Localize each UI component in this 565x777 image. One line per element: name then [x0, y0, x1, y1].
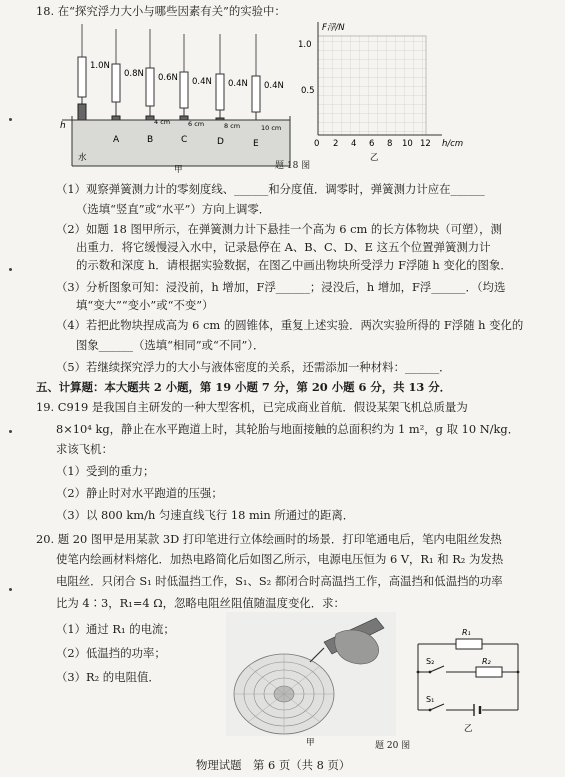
position-label: B	[147, 135, 154, 145]
q19-line1: 19. C919 是我国自主研发的一种大型客机，已完成商业首航．假设某架飞机总质量为	[36, 400, 468, 414]
section-5-heading: 五、计算题：本大题共 2 小题，第 19 小题 7 分，第 20 小题 6 分，共 13 分．	[36, 380, 452, 394]
reading-label: 0.4N	[264, 81, 284, 91]
binding-hole	[9, 118, 12, 121]
q18-part3-line2: 填“变大”“变小”或“不变”）	[76, 298, 214, 312]
q20-photo-3d-pen	[226, 612, 396, 746]
binding-hole	[9, 588, 12, 591]
q20-circuit-diagram	[402, 624, 526, 734]
reading-label: 1.0N	[90, 61, 110, 71]
q19-sub2: （2）静止时对水平跑道的压强；	[56, 486, 223, 500]
q18-title: 18. 在“探究浮力大小与哪些因素有关”的实验中：	[36, 4, 286, 18]
y-tick: 1.0	[298, 40, 312, 50]
q18-apparatus-figure	[54, 24, 292, 174]
q20-line2: 使笔内绘画材料熔化．加热电路简化后如图乙所示，电源电压恒为 6 V，R₁ 和 R₂ 为发热	[56, 552, 504, 566]
q18-part5: （5）若继续探究浮力的大小与液体密度的关系，还需添加一种材料：______．	[56, 360, 451, 374]
label-r2: R₂	[482, 657, 491, 666]
x-tick: 0	[314, 139, 320, 149]
position-label: E	[253, 139, 259, 149]
q20-sub1: （1）通过 R₁ 的电流；	[56, 622, 175, 636]
x-tick: 4	[351, 139, 357, 149]
q19-sub1: （1）受到的重力；	[56, 464, 155, 478]
reading-label: 0.4N	[192, 77, 212, 87]
q18-part2-line3: 的示数和深度 h．请根据实验数据，在图乙中画出物块所受浮力 F浮随 h 变化的图象．	[76, 258, 512, 272]
depth-label: 4 cm	[154, 118, 171, 126]
figure-label-jia: 甲	[306, 738, 315, 746]
resistor-r1	[456, 639, 482, 649]
spring-scale	[78, 57, 86, 120]
depth-label: 6 cm	[188, 120, 205, 128]
x-axis-label: h/cm	[442, 139, 464, 149]
label-s2: S₂	[426, 657, 435, 666]
q20-line4: 比为 4∶3，R₁=4 Ω，忽略电阻丝阻值随温度变化．求：	[56, 596, 345, 610]
position-label: C	[181, 135, 188, 145]
position-label: D	[217, 137, 224, 147]
y-axis-label: F浮/N	[322, 23, 345, 33]
q18-part2-line2: 出重力．将它缓慢浸入水中，记录悬停在 A、B、C、D、E 这五个位置弹簧测力计	[76, 240, 491, 254]
q19-sub3: （3）以 800 km/h 匀速直线飞行 18 min 所通过的距离．	[56, 508, 355, 522]
q20-line3: 电阻丝．只闭合 S₁ 时低温挡工作，S₁、S₂ 都闭合时高温挡工作，高温挡和低温挡的功率	[56, 574, 503, 588]
plot-grid	[318, 36, 426, 135]
label-s1: S₁	[426, 695, 435, 704]
q18-part4-line1: （4）若把此物块捏成高为 6 cm 的圆锥体，重复上述实验．两次实验所得的 F浮随 h 变化的	[56, 318, 524, 332]
figure-label-yi: 乙	[464, 724, 473, 734]
water-label: 水	[78, 153, 87, 163]
q18-part3-line1: （3）分析图象可知：浸没前，h 增加，F浮______；浸没后，h 增加，F浮______．（均选	[56, 280, 506, 294]
q20-sub3: （3）R₂ 的电阻值．	[56, 670, 160, 684]
figure-label-yi: 乙	[370, 153, 379, 163]
q20-figure-caption: 题 20 图	[375, 741, 411, 751]
depth-symbol: h	[60, 121, 66, 131]
figure-label-jia: 甲	[174, 165, 183, 174]
q18-figure-caption: 题 18 图	[275, 161, 311, 171]
binding-hole	[9, 430, 12, 433]
resistor-r2	[476, 667, 502, 677]
x-tick: 12	[420, 139, 431, 149]
q19-line3: 求该飞机：	[56, 442, 113, 456]
depth-label: 10 cm	[261, 124, 282, 132]
q18-part4-line2: 图象______（选填“相同”或“不同”）．	[76, 338, 265, 352]
reading-label: 0.6N	[158, 73, 178, 83]
q18-part2-line1: （2）如题 18 图甲所示，在弹簧测力计下悬挂一个高为 6 cm 的长方体物块（可塑），测	[56, 222, 502, 236]
depth-label: 8 cm	[224, 122, 241, 130]
position-label: A	[113, 135, 120, 145]
q19-line2: 8×10⁴ kg，静止在水平跑道上时，其轮胎与地面接触的总面积约为 1 m²，g 取 10 N/kg．	[56, 422, 520, 436]
binding-hole	[9, 268, 12, 271]
q20-line1: 20. 题 20 图甲是用某款 3D 打印笔进行立体绘画时的场景．打印笔通电后，笔内电阻丝发热	[36, 532, 502, 546]
x-tick: 8	[387, 139, 393, 149]
q18-part1-line1: （1）观察弹簧测力计的零刻度线、______和分度值．调零时，弹簧测力计应在______	[56, 182, 485, 196]
reading-label: 0.8N	[124, 69, 144, 79]
page-footer: 物理试题 第 6 页（共 8 页）	[196, 758, 351, 772]
reading-label: 0.4N	[228, 79, 248, 89]
x-tick: 10	[402, 139, 413, 149]
q18-graph-figure	[296, 14, 496, 164]
y-tick: 0.5	[301, 86, 315, 96]
x-tick: 2	[333, 139, 339, 149]
label-r1: R₁	[462, 628, 471, 637]
q20-sub2: （2）低温挡的功率；	[56, 646, 166, 660]
q18-part1-line2: （选填“竖直”或“水平”）方向上调零．	[76, 202, 271, 216]
x-tick: 6	[369, 139, 375, 149]
